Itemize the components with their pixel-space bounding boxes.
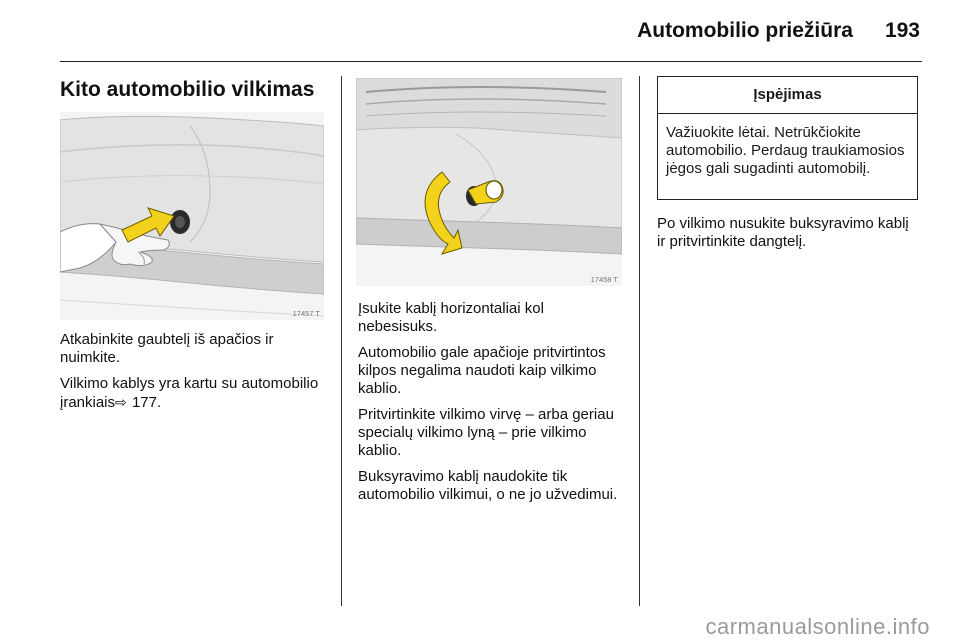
paragraph: Po vilkimo nusukite buksyravimo kablį ir pritvirtinkite dangtelį.: [657, 215, 909, 250]
figure-remove-cover: [60, 112, 324, 320]
paragraph: Pritvirtinkite vilkimo virvę – arba geriau specialų vilkimo lyną – prie vilkimo kablio.: [358, 406, 614, 459]
column-divider-1: [341, 76, 342, 606]
paragraph: Įsukite kablį horizontaliai kol nebesisuks.: [358, 300, 544, 335]
illustration-bumper-cover: [60, 112, 324, 320]
warning-box: [657, 76, 918, 200]
illustration-tow-hook: [356, 78, 622, 286]
paragraph: [60, 375, 322, 412]
column-divider-2: [639, 76, 640, 606]
figure-code-left: 17457 T: [292, 309, 320, 318]
paragraph-text: Vilkimo kablys yra kartu su automobilio įrankiais: [60, 375, 319, 411]
paragraph: Atkabinkite gaubtelį iš apačios ir nuimkite.: [60, 331, 274, 366]
page-header: [637, 19, 920, 43]
figure-screw-hook: [356, 78, 622, 286]
header-title: Automobilio priežiūra: [637, 19, 853, 42]
section-title: Kito automobilio vilkimas: [60, 78, 315, 101]
page-reference[interactable]: 177.: [131, 394, 162, 411]
figure-code-middle: 17458 T: [590, 275, 618, 284]
column-1-text: [60, 331, 322, 420]
warning-text: Važiuokite lėtai. Netrūkčiokite automobilio. Perdaug traukiamosios jėgos gali sugadinti automobilį.: [666, 124, 905, 177]
column-3-text: [657, 215, 919, 259]
column-2-text: [358, 300, 626, 512]
paragraph: Automobilio gale apačioje pritvirtintos kilpos negalima naudoti kaip vilkimo kablio.: [358, 344, 606, 397]
paragraph: Buksyravimo kablį naudokite tik automobilio vilkimui, o ne jo užvedimui.: [358, 468, 618, 503]
watermark: carmanualsonline.info: [705, 614, 930, 639]
warning-title: Įspėjimas: [658, 77, 917, 114]
reference-arrow-icon: ⇨: [115, 394, 127, 410]
header-rule: [60, 61, 922, 62]
page-number: 193: [884, 19, 920, 42]
